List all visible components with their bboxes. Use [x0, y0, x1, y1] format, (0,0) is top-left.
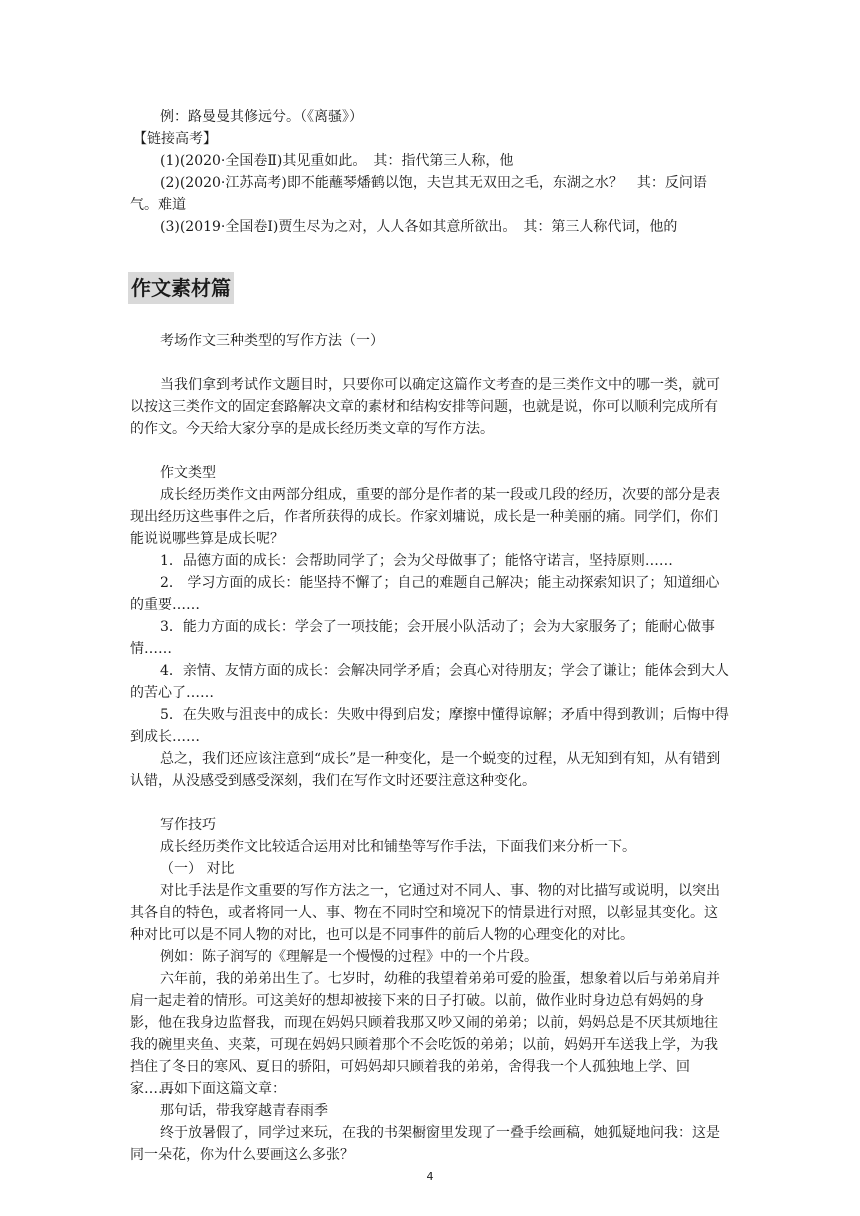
link-gaokao-heading: 【链接高考】 — [133, 131, 217, 147]
intro-paragraph: 当我们拿到考试作文题目时，只要你可以确定这篇作文考查的是三类作文中的哪一类，就可以按这三类作文的固定套路解决文章的素材和结构安排等问题，也就是说，你可以顺利完成所有的作文。今天给大家分享的是成长经历类文章的写作方法。 — [130, 377, 720, 437]
list-item-5: 5．在失败与沮丧中的成长：失败中得到启发；摩擦中懂得谅解；矛盾中得到教训；后悔中得到成长…… — [130, 707, 729, 745]
contrast-paragraph: 对比手法是作文重要的写作方法之一，它通过对不同人、事、物的对比描写或说明，以突出其各自的特色，或者将同一人、事、物在不同时空和境况下的情景进行对照，以彰显其变化。这种对比可以是不同人物的对比，也可以是不同事件的前后人物的心理变化的对比。 — [130, 883, 720, 943]
essay-paragraph: 终于放暑假了，同学过来玩，在我的书架橱窗里发现了一叠手绘画稿，她狐疑地问我：这是同一朵花，你为什么要画这么多张？ — [130, 1125, 720, 1163]
gaokao-item-3: (3)(2019·全国卷Ⅰ)贾生尽为之对，人人各如其意所欲出。 其：第三人称代词，他的 — [160, 219, 678, 235]
list-item-3: 3．能力方面的成长：学会了一项技能；会开展小队活动了；会为大家服务了；能耐心做事情…… — [130, 619, 715, 657]
gaokao-item-2: (2)(2020·江苏高考)即不能蘸琴燔鹤以饱，夫岂其无双田之毛，东湖之水？ 其：反问语气。难道 — [130, 175, 707, 213]
article-title: 考场作文三种类型的写作方法（一） — [160, 333, 384, 349]
example-intro: 例如：陈子润写的《理解是一个慢慢的过程》中的一个片段。 — [160, 949, 538, 965]
page-number: 4 — [426, 1170, 434, 1183]
again-line: 再如下面这篇文章： — [160, 1081, 286, 1097]
example-paragraph: 六年前，我的弟弟出生了。七岁时，幼稚的我望着弟弟可爱的脸蛋，想象着以后与弟弟肩并肩一起走着的情形。可这美好的想却被接下来的日子打破。以前，做作业时身边总有妈妈的身影，他在我身边监督我，而现在妈妈只顾着我那又吵又闹的弟弟；以前，妈妈总是不厌其烦地往我的碗里夹鱼、夹菜，可现在妈妈只顾着那个不会吃饭的弟弟；以前，妈妈开车送我上学，为我挡住了冬日的寒风、夏日的骄阳，可妈妈却只顾着我的弟弟，舍得我一个人孤独地上学、回家…… — [130, 971, 720, 1097]
list-item-2: 2． 学习方面的成长：能坚持不懈了；自己的难题自己解决；能主动探索知识了；知道细心的重要…… — [130, 575, 720, 613]
summary-paragraph: 总之，我们还应该注意到“成长”是一种变化，是一个蜕变的过程，从无知到有知，从有错到认错，从没感受到感受深刻，我们在写作文时还要注意这种变化。 — [130, 751, 721, 789]
gaokao-item-1: (1)(2020·全国卷Ⅱ)其见重如此。 其：指代第三人称，他 — [160, 153, 514, 169]
subheading-contrast: （一） 对比 — [160, 861, 235, 877]
example-line: 例：路曼曼其修远兮。（《离骚》） — [160, 109, 363, 125]
skill-heading: 写作技巧 — [160, 817, 216, 833]
section-title: 作文素材篇 — [128, 272, 234, 304]
list-item-1: 1．品德方面的成长：会帮助同学了；会为父母做事了；能恪守诺言，坚持原则…… — [160, 553, 673, 569]
type-paragraph: 成长经历类作文由两部分组成，重要的部分是作者的某一段或几段的经历，次要的部分是表现出经历这些事件之后，作者所获得的成长。作家刘墉说，成长是一种美丽的痛。同学们，你们能说说哪些算是成长呢？ — [130, 487, 720, 547]
type-heading: 作文类型 — [160, 465, 216, 481]
list-item-4: 4．亲情、友情方面的成长：会解决同学矛盾；会真心对待朋友；学会了谦让；能体会到大人的苦心了…… — [130, 663, 729, 701]
essay-title: 那句话，带我穿越青春雨季 — [160, 1103, 328, 1119]
skill-intro: 成长经历类作文比较适合运用对比和铺垫等写作手法，下面我们来分析一下。 — [160, 839, 636, 855]
